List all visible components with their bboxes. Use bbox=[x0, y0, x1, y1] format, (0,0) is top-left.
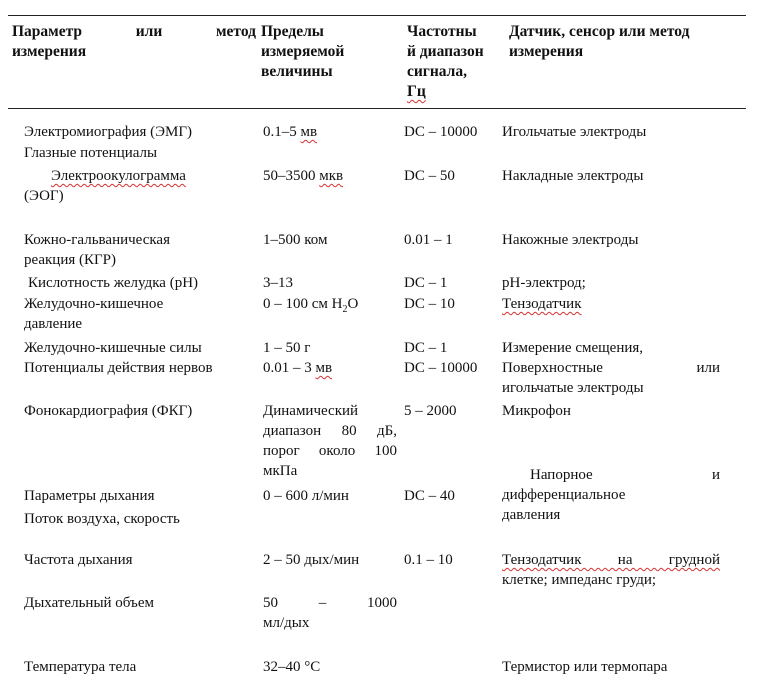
row-tidal-volume-range: 50 – 1000 мл/дых bbox=[263, 595, 397, 631]
table-header-rule bbox=[8, 108, 746, 109]
row-respiration-sensor: Напорное и дифференциальное давления bbox=[502, 467, 720, 523]
row-tidal-volume-param: Дыхательный объем bbox=[24, 595, 154, 611]
row-pcg-param: Фонокардиография (ФКГ) bbox=[24, 403, 193, 419]
row-resp-rate-range: 2 – 50 дых/мин bbox=[263, 552, 360, 568]
row-ph-sensor: pH-электрод; bbox=[502, 275, 586, 291]
row-nerve-param: Потенциалы действия нервов bbox=[24, 360, 213, 376]
row-gsr-range: 1–500 ком bbox=[263, 232, 328, 248]
row-resp-rate-param: Частота дыхания bbox=[24, 552, 133, 568]
row-gsr-sensor: Накожные электроды bbox=[502, 232, 639, 248]
row-gi-forces-param: Желудочно-кишечные силы bbox=[24, 340, 202, 356]
row-eog-sensor: Накладные электроды bbox=[502, 168, 644, 184]
row-emg-sensor: Игольчатые электроды bbox=[502, 124, 647, 140]
row-pcg-sensor: Микрофон bbox=[502, 403, 571, 419]
header-freq: Частотны й диапазон сигнала, Гц bbox=[407, 23, 484, 100]
row-eog-param: Электроокулограмма (ЭОГ) bbox=[24, 168, 186, 204]
row-respiration-param: Параметры дыхания Поток воздуха, скорость bbox=[24, 488, 180, 527]
header-param: Параметр или метод измерения bbox=[12, 23, 256, 60]
row-body-temp-range: 32–40 °C bbox=[263, 659, 321, 675]
row-ph-range: 3–13 bbox=[263, 275, 293, 291]
row-emg-param: Электромиография (ЭМГ) bbox=[24, 124, 193, 140]
row-gi-pressure-param: Желудочно-кишечное давление bbox=[24, 296, 164, 332]
row-body-temp-sensor: Термистор или термопара bbox=[502, 659, 668, 675]
row-gi-pressure-sensor: Тензодатчик bbox=[502, 296, 582, 312]
row-ph-freq: DC – 1 bbox=[404, 275, 448, 291]
row-gi-pressure-freq: DC – 10 bbox=[404, 296, 455, 312]
row-gi-pressure-range: 0 – 100 см $H_2O$ bbox=[263, 296, 359, 315]
header-sensor: Датчик, сенсор или метод измерения bbox=[509, 23, 690, 60]
row-nerve-range: 0.01 – 3 мв bbox=[263, 360, 333, 376]
header-range: Пределы измеряемой величины bbox=[261, 23, 345, 80]
table-top-rule bbox=[8, 15, 746, 16]
row-nerve-sensor: Поверхностные или игольчатые электроды bbox=[502, 360, 720, 396]
row-respiration-freq: DC – 40 bbox=[404, 488, 455, 504]
row-resp-rate-freq: 0.1 – 10 bbox=[404, 552, 453, 568]
row-eye-potentials-param: Глазные потенциалы bbox=[24, 145, 158, 161]
row-pcg-range: Динамический диапазон 80 дБ, порог около 100 мкПа bbox=[263, 403, 397, 479]
row-ph-param: Кислотность желудка (pH) bbox=[28, 275, 199, 291]
row-gsr-freq: 0.01 – 1 bbox=[404, 232, 453, 248]
row-gi-forces-sensor: Измерение смещения, bbox=[502, 340, 644, 356]
row-emg-range: 0.1–5 мв bbox=[263, 124, 318, 140]
row-gi-forces-freq: DC – 1 bbox=[404, 340, 448, 356]
row-nerve-freq: DC – 10000 bbox=[404, 360, 478, 376]
row-resp-rate-sensor: Тензодатчик на грудной клетке; импеданс груди; bbox=[502, 552, 720, 588]
row-gi-forces-range: 1 – 50 г bbox=[263, 340, 311, 356]
row-emg-freq: DC – 10000 bbox=[404, 124, 478, 140]
row-eog-range: 50–3500 мкв bbox=[263, 168, 344, 184]
row-pcg-freq: 5 – 2000 bbox=[404, 403, 457, 419]
row-respiration-range: 0 – 600 л/мин bbox=[263, 488, 349, 504]
row-body-temp-param: Температура тела bbox=[24, 659, 137, 675]
row-gsr-param: Кожно-гальваническая реакция (КГР) bbox=[24, 232, 170, 268]
row-eog-freq: DC – 50 bbox=[404, 168, 455, 184]
